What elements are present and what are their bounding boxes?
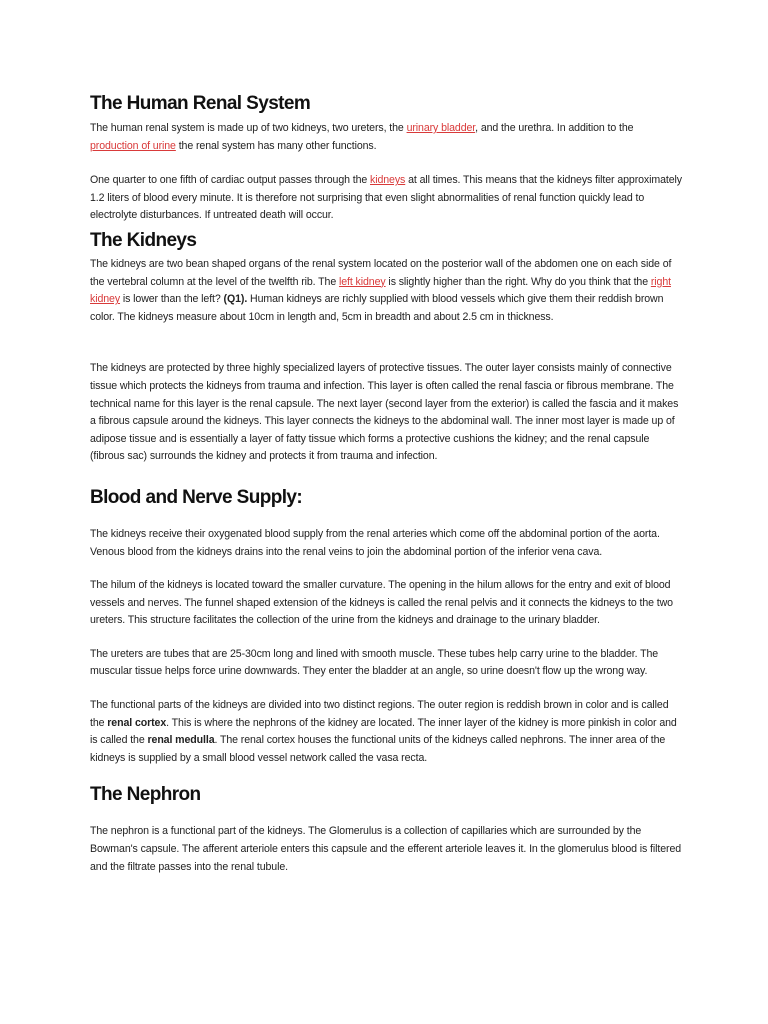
kidneys-link[interactable]: kidneys [370,174,406,187]
kidneys-paragraph-1: The kidneys are two bean shaped organs of the renal system located on the posterior wall of the abdomen one on each side of the vertebral column at the level of the twelfth rib. The left kidney is slightly higher than the right. Why do you think that the right kidney is lower than the left? (Q1). Human kidneys are richly supplied with blood vessels which give them their reddish brown color. The kidneys measure about 10cm in length and, 5cm in breadth and about 2.5 cm in thickness. [90,257,672,323]
blood-nerve-heading: Blood and Nerve Supply: [90,486,303,508]
renal-medulla-term: renal medulla [147,734,215,747]
blood-paragraph-1: The kidneys receive their oxygenated blood supply from the renal arteries which come off the abdominal portion of the aorta. Venous blood from the kidneys drains into the renal veins to join the abdominal portion of the inferior vena cava. [90,527,660,558]
urinary-bladder-link[interactable]: urinary bladder [406,122,476,134]
blood-paragraph-2: The hilum of the kidneys is located toward the smaller curvature. The opening in the hilum allows for the entry and exit of blood vessels and nerves. The funnel shaped extension of the kidneys is called the renal pelvis and it connects the kidneys to the two ureters. This structure facilitates the collection of the urine from the kidneys and drainage to the urinary bladder. [90,579,673,627]
page-bottom-margin [0,944,768,1024]
intro-paragraph-1: The human renal system is made up of two kidneys, two ureters, the urinary bladder, and the urethra. In addition to the production of urine the renal system has many other functions. [90,122,634,152]
left-kidney-link[interactable]: left kidney [338,275,386,288]
page-title: The Human Renal System [90,93,311,114]
blood-paragraph-4: The functional parts of the kidneys are divided into two distinct regions. The outer region is reddish brown in color and is called the renal cortex. This is where the nephrons of the kidney are located. The inner layer of the kidney is more pinkish in color and is called the renal medulla. The renal cortex houses the functional units of the kidneys called nephrons. The inner area of the kidneys is supplied by a small blood vessel network called the vasa recta. [90,699,677,764]
intro-paragraph-2: One quarter to one fifth of cardiac output passes through the kidneys at all times. This means that the kidneys filter approximately 1.2 liters of blood every minute. It is therefore not surprising that even slight abnormalities of renal function quickly lead to electrolyte disturbances. If untreated death will occur. [90,174,682,222]
right-kidney-link[interactable]: right kidney [90,275,671,306]
nephron-paragraph-1: The nephron is a functional part of the kidneys. The Glomerulus is a collection of capillaries which are surrounded by the Bowman's capsule. The afferent arteriole enters this capsule and the efferent arteriole leaves it. In the glomerulus blood is filtered and the filtrate passes into the renal tubule. [90,825,682,873]
document-page [90,92,682,876]
question-marker: (Q1). [223,293,248,306]
production-of-urine-link[interactable]: production of urine [90,139,176,152]
blood-paragraph-3: The ureters are tubes that are 25-30cm long and lined with smooth muscle. These tubes help carry urine to the bladder. The muscular tissue helps force urine downwards. They enter the bladder at an angle, so urine doesn't flow up the wrong way. [90,647,659,678]
nephron-heading: The Nephron [90,784,201,806]
kidneys-heading: The Kidneys [90,229,197,251]
renal-cortex-term: renal cortex [107,716,167,729]
kidneys-paragraph-2: The kidneys are protected by three highly specialized layers of protective tissues. The outer layer consists mainly of connective tissue which protects the kidneys from trauma and infection. This layer is often called the renal fascia or fibrous membrane. The technical name for this layer is the renal capsule. The next layer (second layer from the exterior) is called the fascia and it makes a fibrous capsule around the kidneys. This layer connects the kidneys to the abdominal wall. The inner most layer is made up of adipose tissue and is essentially a layer of fatty tissue which forms a protective cushions the kidney; and the renal capsule (fibrous sac) surrounds the kidney and protects it from trauma and infection. [90,362,679,463]
